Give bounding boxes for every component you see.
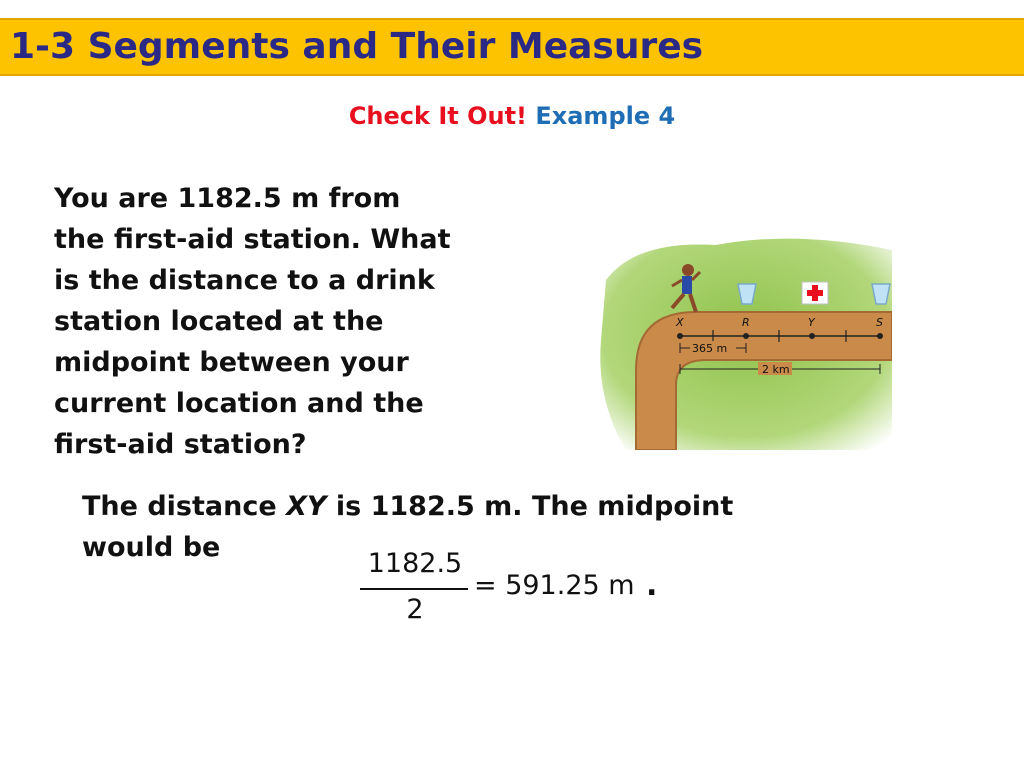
fraction-denominator: 2 <box>406 594 424 625</box>
problem-line: current location and the <box>54 388 424 419</box>
point-s <box>877 333 883 339</box>
problem-line: the first-aid station. What <box>54 224 451 255</box>
measure-long-label: 2 km <box>762 363 790 376</box>
point-label-x: X <box>676 316 684 329</box>
point-label-y: Y <box>808 316 815 329</box>
point-x <box>677 333 683 339</box>
first-aid-icon <box>802 282 828 304</box>
problem-line: is the distance to a drink <box>54 265 435 296</box>
fraction-bar <box>360 588 468 590</box>
answer-part: is 1182.5 m. The midpoint <box>326 491 734 522</box>
fraction-numerator: 1182.5 <box>367 548 463 579</box>
problem-line: midpoint between your <box>54 347 409 378</box>
point-r <box>743 333 749 339</box>
check-it-out-label: Check It Out! <box>348 102 527 130</box>
race-course-figure <box>596 220 892 450</box>
page-title: 1-3 Segments and Their Measures <box>10 26 704 67</box>
equation-result: = 591.25 m <box>474 570 635 601</box>
problem-line: station located at the <box>54 306 384 337</box>
problem-line: You are 1182.5 m from <box>54 183 401 214</box>
equation-period: . <box>646 568 658 603</box>
example-number-label: Example 4 <box>535 102 676 130</box>
problem-text <box>54 178 574 465</box>
point-label-r: R <box>742 316 750 329</box>
race-course-illustration <box>596 220 892 450</box>
point-label-s: S <box>876 316 883 329</box>
problem-line: first-aid station? <box>54 429 307 460</box>
segment-xy-label: XY <box>286 491 327 522</box>
water-cup-icon <box>872 284 890 304</box>
point-y <box>809 333 815 339</box>
example-heading <box>0 102 1024 130</box>
title-banner <box>0 18 1024 76</box>
water-cup-icon <box>738 284 756 304</box>
answer-part: The distance <box>82 491 287 522</box>
answer-part: would be <box>82 532 221 563</box>
answer-text <box>82 486 982 568</box>
measure-short-label: 365 m <box>692 342 728 355</box>
